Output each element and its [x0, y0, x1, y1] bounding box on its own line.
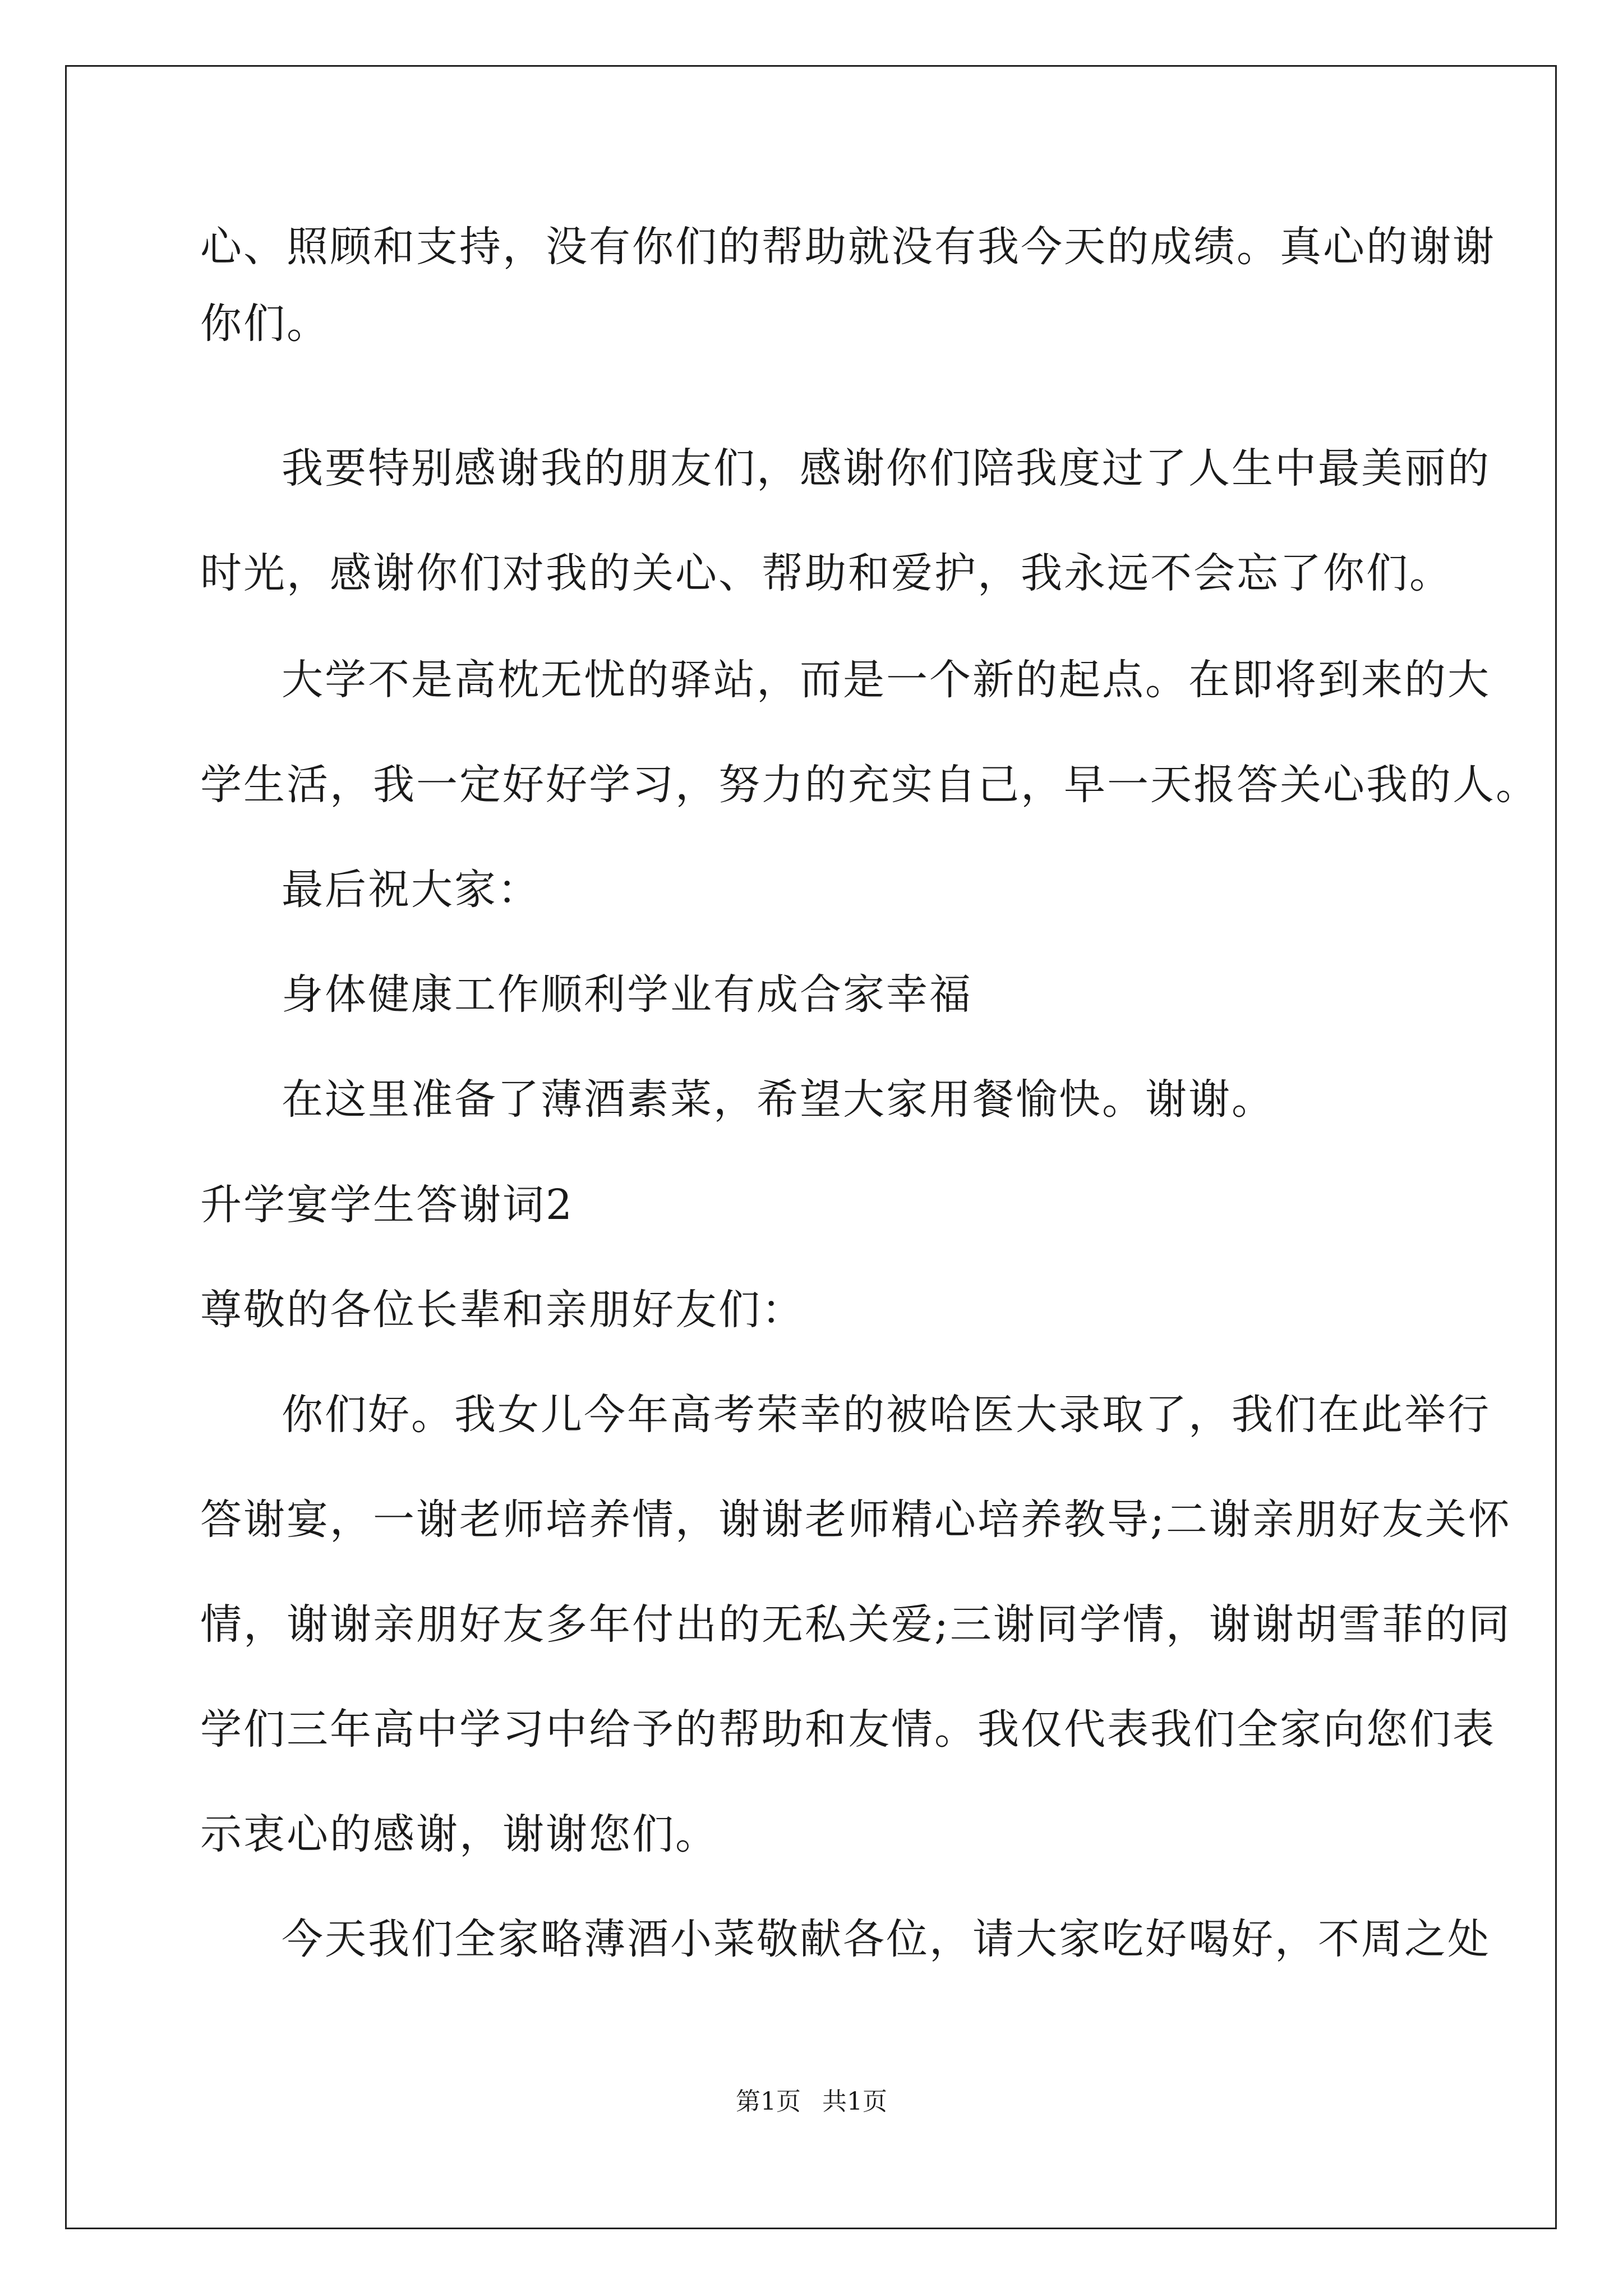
text-line: 你们。 — [200, 300, 330, 348]
page-footer — [0, 2087, 1623, 2116]
text-line: 答谢宴，一谢老师培养情，谢谢老师精心培养教导;二谢亲朋好友关怀 — [200, 1496, 1511, 1544]
paragraph-line: 大学不是高枕无忧的驿站，而是一个新的起点。在即将到来的大 — [282, 656, 1491, 704]
salutation: 尊敬的各位长辈和亲朋好友们： — [200, 1286, 805, 1334]
text-line: 学们三年高中学习中给予的帮助和友情。我仅代表我们全家向您们表 — [200, 1705, 1496, 1754]
page-border — [65, 65, 1557, 2229]
text-line: 情，谢谢亲朋好友多年付出的无私关爱;三谢同学情，谢谢胡雪菲的同 — [200, 1600, 1511, 1649]
paragraph-line: 在这里准备了薄酒素菜，希望大家用餐愉快。谢谢。 — [282, 1075, 1275, 1124]
section-heading: 升学宴学生答谢词2 — [200, 1181, 574, 1229]
text-line: 学生活，我一定好好学习，努力的充实自己，早一天报答关心我的人。 — [200, 761, 1539, 809]
text-line: 示衷心的感谢，谢谢您们。 — [200, 1810, 718, 1858]
paragraph-line: 身体健康工作顺利学业有成合家幸福 — [282, 970, 972, 1019]
text-line: 时光，感谢你们对我的关心、帮助和爱护，我永远不会忘了你们。 — [200, 549, 1453, 597]
paragraph-line: 最后祝大家： — [282, 866, 541, 914]
text-line: 心、照顾和支持，没有你们的帮助就没有我今天的成绩。真心的谢谢 — [200, 223, 1496, 271]
paragraph-line: 你们好。我女儿今年高考荣幸的被哈医大录取了，我们在此举行 — [282, 1391, 1491, 1439]
paragraph-line: 今天我们全家略薄酒小菜敬献各位，请大家吃好喝好，不周之处 — [282, 1915, 1491, 1963]
page-number: 第1页 — [736, 2087, 801, 2116]
page-total: 共1页 — [822, 2087, 887, 2116]
paragraph-line: 我要特别感谢我的朋友们，感谢你们陪我度过了人生中最美丽的 — [282, 444, 1491, 493]
